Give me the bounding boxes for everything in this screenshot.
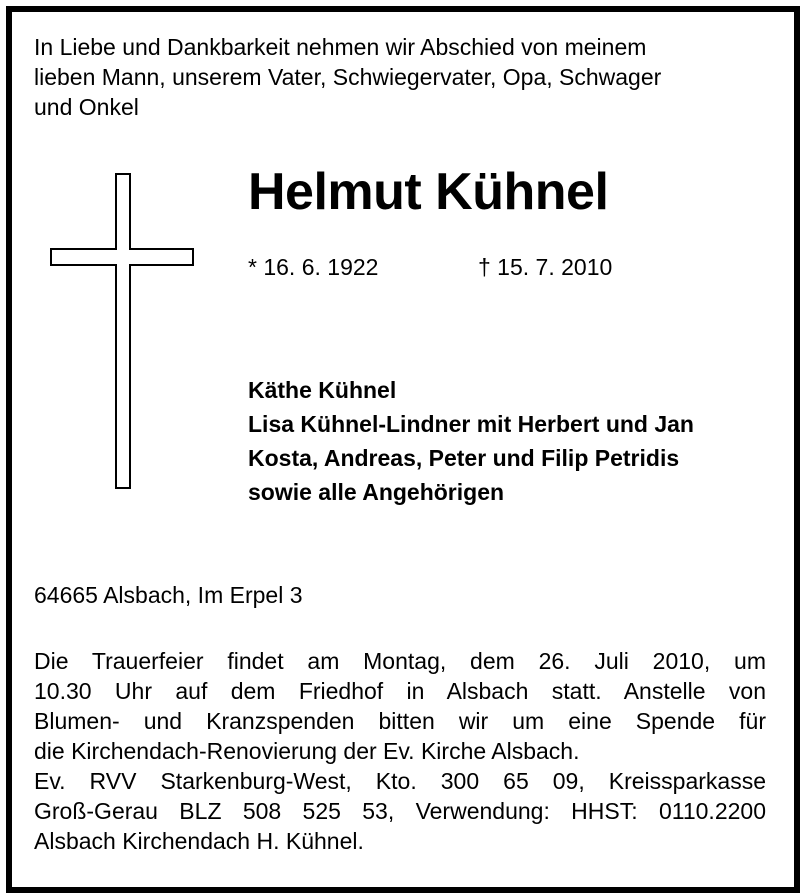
intro-line: In Liebe und Dankbarkeit nehmen wir Abschied von meinem <box>34 34 647 60</box>
intro-line: lieben Mann, unserem Vater, Schwiegervater, Opa, Schwager <box>34 64 662 90</box>
notice-line: Blumen- und Kranzspenden bitten wir um eine Spende für <box>34 708 766 734</box>
funeral-notice <box>34 646 766 856</box>
deceased-name: Helmut Kühnel <box>248 163 609 221</box>
notice-line: 10.30 Uhr auf dem Friedhof in Alsbach statt. Anstelle von <box>34 678 766 704</box>
mourner-line: Kosta, Andreas, Peter und Filip Petridis <box>248 445 680 471</box>
intro-text <box>34 32 774 122</box>
mourners-list <box>248 373 694 509</box>
cross-icon <box>50 173 194 489</box>
mourner-line: sowie alle Angehörigen <box>248 479 505 505</box>
notice-line: Alsbach Kirchendach H. Kühnel. <box>34 828 364 854</box>
mourner-line: Lisa Kühnel-Lindner mit Herbert und Jan <box>248 411 694 437</box>
address: 64665 Alsbach, Im Erpel 3 <box>34 582 303 608</box>
intro-line: und Onkel <box>34 94 139 120</box>
death-date: † 15. 7. 2010 <box>478 254 613 280</box>
birth-date: * 16. 6. 1922 <box>248 254 379 280</box>
mourner-line: Käthe Kühnel <box>248 377 397 403</box>
notice-line: Ev. RVV Starkenburg-West, Kto. 300 65 09, Kreissparkasse <box>34 768 766 794</box>
notice-line: Groß-Gerau BLZ 508 525 53, Verwendung: HHST: 0110.2200 <box>34 798 766 824</box>
notice-line: die Kirchendach-Renovierung der Ev. Kirche Alsbach. <box>34 738 580 764</box>
notice-line: Die Trauerfeier findet am Montag, dem 26. Juli 2010, um <box>34 648 766 674</box>
